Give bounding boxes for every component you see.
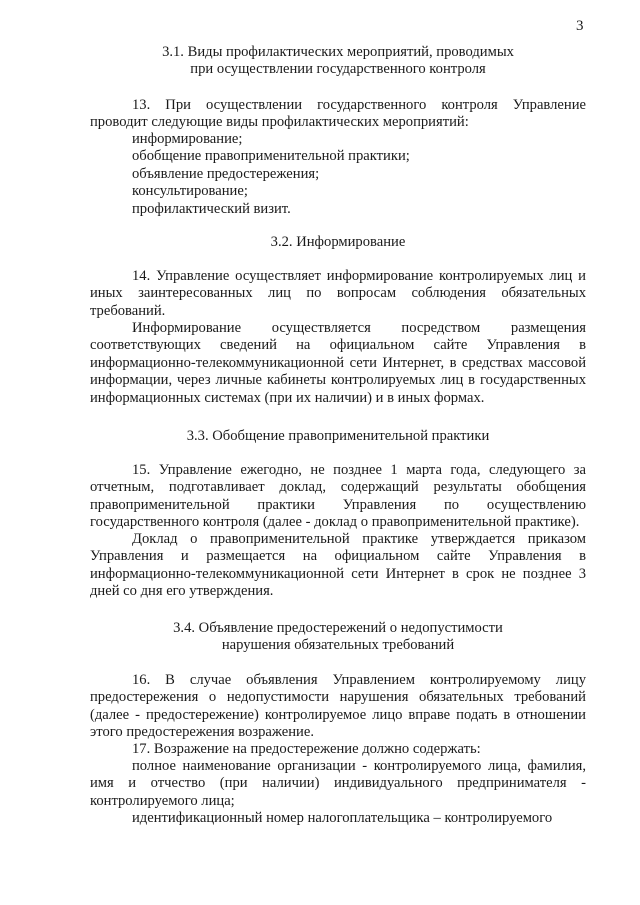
section-3-1-heading-line2: при осуществлении государственного контроля [190, 61, 486, 78]
section-3-1-heading [90, 44, 586, 79]
list-item: профилактический визит. [132, 200, 291, 217]
paragraph-15: 15. Управление ежегодно, не позднее 1 марта года, следующего за отчетным, подготавливает доклад, содержащий результаты обобщения правоприменительной практики Управления по осуществлению государственного контроля (далее - доклад о правоприменительной практике). [90, 462, 586, 531]
page-number: 3 [576, 18, 584, 34]
section-3-4-heading-line1: 3.4. Объявление предостережений о недопустимости [173, 620, 503, 636]
section-3-4-heading [90, 620, 586, 655]
paragraph-17: 17. Возражение на предостережение должно содержать: [132, 741, 481, 757]
paragraph-15b: Доклад о правоприменительной практике утверждается приказом Управления и размещается на официальном сайте Управления в информационно-телекоммуникационной сети Интернет в срок не позднее 3 дней со дня его утверждения. [90, 531, 586, 600]
list-item: объявление предостережения; [132, 165, 320, 182]
section-3-2-heading: 3.2. Информирование [270, 234, 406, 250]
list-item: информирование; [132, 131, 243, 147]
section-3-1-heading-line1: 3.1. Виды профилактических мероприятий, проводимых [162, 44, 514, 60]
section-3-4-heading-line2: нарушения обязательных требований [221, 637, 455, 654]
prevention-measures-list [132, 131, 586, 218]
list-item: консультирование; [132, 183, 248, 200]
paragraph-17a: полное наименование организации - контролируемого лица, фамилия, имя и отчество (при наличии) индивидуального предпринимателя - контролируемого лица; [90, 758, 586, 809]
paragraph-13: 13. При осуществлении государственного контроля Управление проводит следующие виды профилактических мероприятий: [90, 97, 586, 131]
paragraph-14: 14. Управление осуществляет информирование контролируемых лиц и иных заинтересованных лиц по вопросам соблюдения обязательных требований. [90, 268, 586, 319]
paragraph-16: 16. В случае объявления Управлением контролируемому лицу предостережения о недопустимости нарушения обязательных требований (далее - предостережение) контролируемое лицо вправе подать в отношении этого предостережения возражение. [90, 672, 586, 741]
paragraph-17b: идентификационный номер налогоплательщика – контролируемого [132, 810, 553, 826]
list-item: обобщение правоприменительной практики; [132, 148, 410, 165]
section-3-3-heading: 3.3. Обобщение правоприменительной практики [186, 428, 490, 444]
paragraph-14b: Информирование осуществляется посредством размещения соответствующих сведений на официальном сайте Управления в информационно-телекоммуникационной сети Интернет, в средствах массовой информации, через личные кабинеты контролируемых лиц в государственных информационных системах (при их наличии) и в иных формах. [90, 320, 586, 406]
